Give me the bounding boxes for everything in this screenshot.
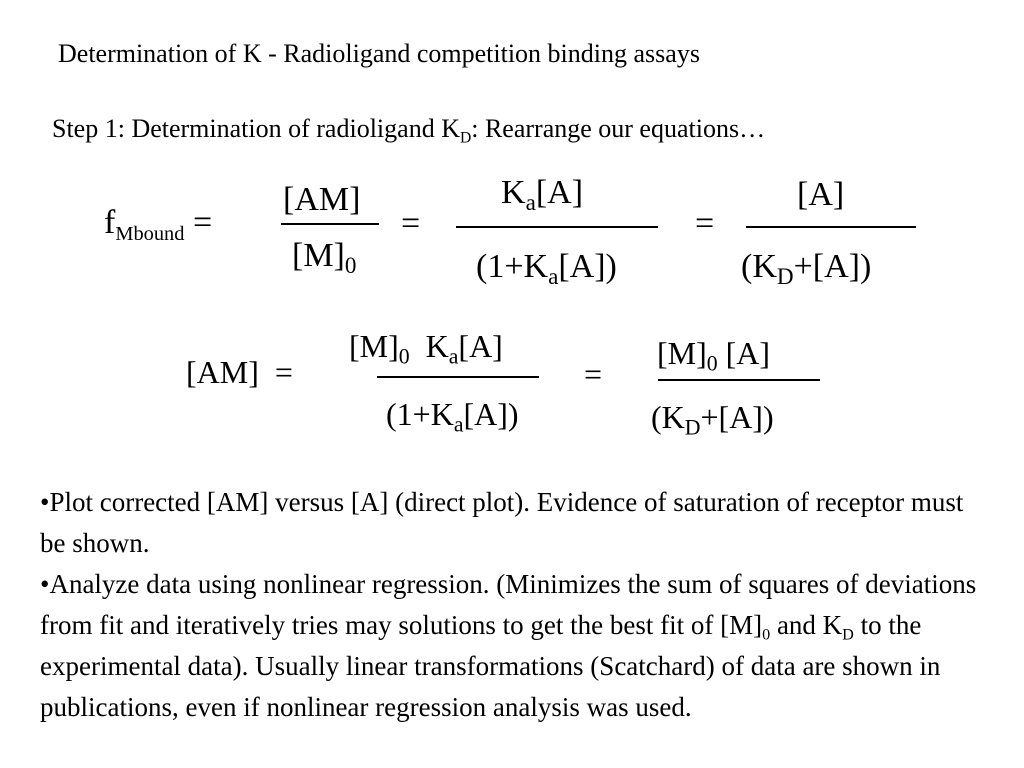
eq1-frac1-bar: [281, 223, 379, 225]
step-kd-subscript: D: [459, 129, 472, 147]
eq2-frac1-denominator: [386, 396, 519, 437]
bullet2-text-1: •Analyze data using nonlinear regression. (Minimizes the sum of squares of deviations from fit and iteratively tries may solutions to get the best fit of [M]: [40, 569, 977, 640]
eq1-frac3-numerator: [A]: [797, 176, 845, 213]
eq1-frac2-numerator: [501, 174, 584, 216]
eq2-frac1-bar: [377, 376, 539, 378]
eq1-frac3-denominator: [741, 248, 872, 290]
step-suffix: : Rearrange our equations…: [471, 114, 766, 143]
step-heading: [52, 114, 766, 147]
eq1-equals-2: =: [401, 205, 421, 242]
eq1-frac2-denominator: [476, 248, 617, 290]
eq2-frac1-num-m: [M]: [349, 328, 399, 364]
eq1-frac2-den-pre: (1+K: [476, 248, 549, 285]
eq1-lhs-subscript: Mbound: [115, 223, 185, 246]
bullet2-kd-subscript: D: [842, 625, 854, 644]
bullet2-text-3: to the experimental data). Usually linear transformations (Scatchard) of data are shown in publications, even if nonlinear regression analysis was used.: [40, 610, 941, 722]
bullet-list: [40, 482, 990, 728]
eq1-frac2-num-k: K: [501, 174, 526, 211]
eq1-frac2-den-post: [A]): [558, 248, 617, 285]
eq1-lhs: [104, 204, 213, 246]
eq2-equals-2: =: [584, 356, 603, 392]
eq1-frac1-den-subscript: 0: [344, 252, 357, 279]
eq1-frac2-num-k-subscript: a: [525, 189, 536, 216]
eq1-frac3-den-post: +[A]): [793, 248, 872, 285]
eq1-equals-3: =: [695, 205, 715, 242]
eq2-frac2-num-a: [A]: [725, 335, 771, 371]
eq2-frac1-num-k: K: [425, 328, 449, 364]
eq2-frac2-num-m: [M]: [657, 335, 707, 371]
bullet2-m0-subscript: 0: [762, 625, 771, 644]
eq2-frac2-numerator: [657, 335, 771, 376]
eq1-lhs-base: f: [104, 204, 116, 241]
eq2-lhs-text: [AM]: [186, 354, 259, 390]
eq1-frac3-den-pre: (K: [741, 248, 777, 285]
eq1-frac1-den-base: [M]: [292, 237, 345, 274]
eq1-equals-1: =: [192, 204, 213, 241]
bullet-item-direct-plot: •Plot corrected [AM] versus [A] (direct plot). Evidence of saturation of receptor must be shown.: [40, 487, 964, 558]
eq2-frac1-den-post: [A]): [463, 396, 519, 432]
eq1-frac3-den-subscript: D: [776, 263, 794, 290]
eq2-frac2-num-m-subscript: 0: [706, 351, 718, 376]
eq2-frac1-num-k-subscript: a: [448, 344, 459, 369]
eq2-frac1-num-m-subscript: 0: [398, 344, 410, 369]
bullet2-text-2: and K: [770, 610, 843, 640]
step-prefix: Step 1: Determination of radioligand K: [52, 114, 460, 143]
eq1-frac2-num-a: [A]: [535, 174, 584, 211]
eq2-frac1-den-pre: (1+K: [386, 396, 454, 432]
eq2-frac2-denominator: [651, 399, 774, 440]
eq2-frac2-den-pre: (K: [651, 399, 685, 435]
eq2-frac2-bar: [658, 379, 820, 381]
eq2-frac2-den-post: +[A]): [700, 399, 774, 435]
eq2-equals-1: =: [274, 354, 293, 390]
eq1-frac1-denominator: [292, 237, 357, 279]
eq1-frac2-den-subscript: a: [548, 263, 559, 290]
eq2-frac1-numerator: [349, 328, 503, 369]
eq2-frac1-num-a: [A]: [458, 328, 503, 364]
eq1-frac1-numerator: [AM]: [283, 181, 361, 218]
eq2-frac1-den-subscript: a: [453, 412, 464, 437]
slide-title: Determination of K - Radioligand competition binding assays: [58, 39, 700, 68]
eq1-frac2-bar: [456, 226, 658, 228]
eq1-frac3-bar: [746, 226, 916, 228]
eq2-frac2-den-subscript: D: [684, 415, 701, 440]
bullet-item-nonlinear-regression: [40, 564, 990, 728]
eq2-lhs: [186, 356, 293, 388]
